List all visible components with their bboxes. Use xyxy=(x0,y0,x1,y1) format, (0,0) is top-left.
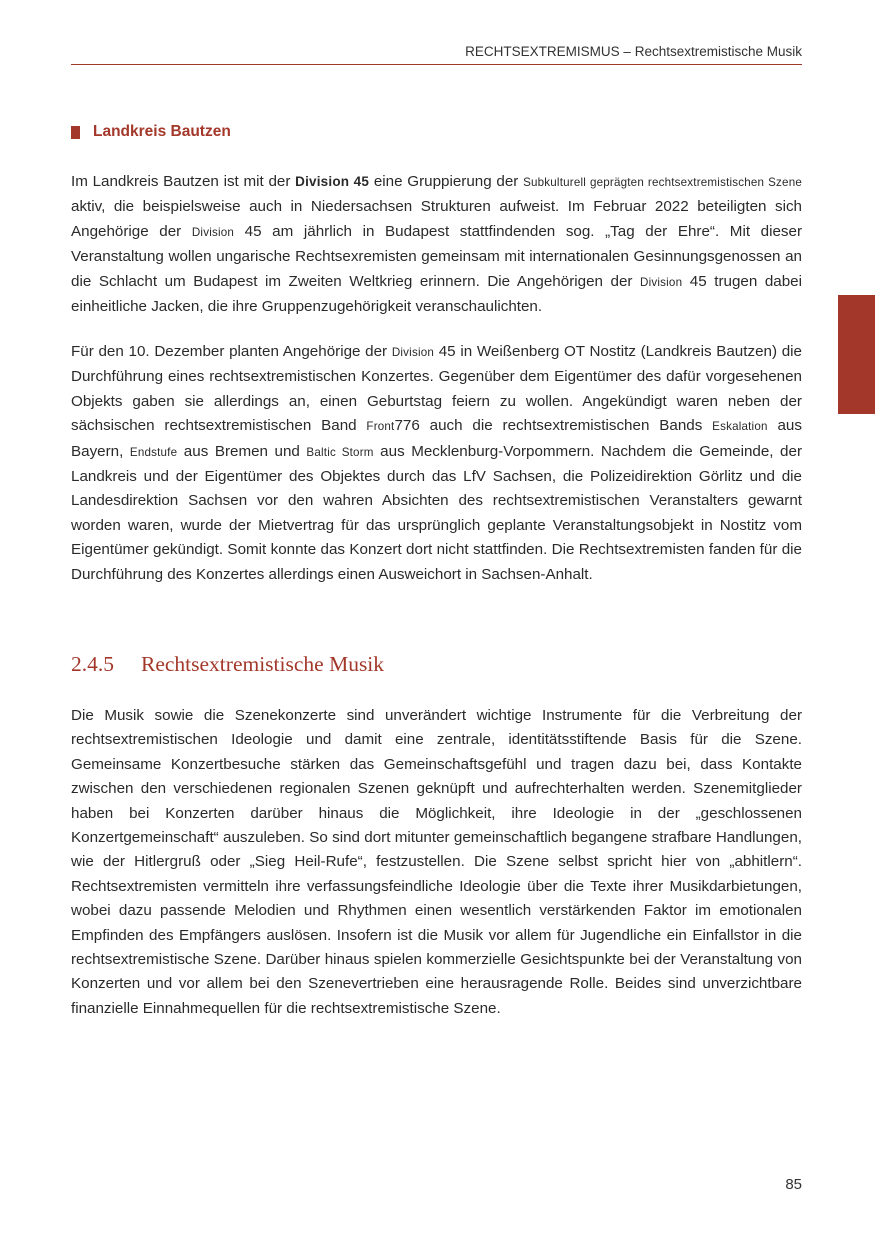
section-number: 2.4.5 xyxy=(71,652,114,676)
smallcaps-term: Endstufe xyxy=(129,445,178,459)
text-run: 776 auch die rechtsextremistischen Bands xyxy=(394,417,713,435)
heading-marker-square xyxy=(71,126,80,139)
section-title: Rechtsextremistische Musik xyxy=(141,652,385,676)
chapter-thumb-tab xyxy=(838,295,875,414)
paragraph-division45 xyxy=(71,170,802,319)
text-run: aus Bremen und xyxy=(177,442,307,460)
smallcaps-term: Eskalation xyxy=(712,420,768,434)
text-run: 45 in Weißenberg OT Nostitz (Landkreis Bautzen) die Durchführung eines rechtsextremistischen Konzertes. Gegenüber dem Eigentümer des dafür vorgesehenen Objekts gaben sie allerdings an, einen Geburtstag feiern zu wollen. Angekündigt waren neben der sächsischen rechtsextremistischen Band xyxy=(71,343,802,435)
smallcaps-term: Subkulturell geprägten rechtsextremistischen Szene xyxy=(523,176,802,189)
smallcaps-term: Baltic Storm xyxy=(306,445,374,459)
paragraph-concert-nostitz xyxy=(71,340,802,587)
section-heading xyxy=(71,652,802,677)
paragraph-music: Die Musik sowie die Szenekonzerte sind unverändert wichtige Instrumente für die Verbreitung der rechtsextremistischen Ideologie und damit eine zentrale, identitätsstiftende Basis für die Szene. Gemeinsame Konzertbesuche stärken das Gemeinschaftsgefühl und tragen dazu bei, dass Kontakte zwischen den verschiedenen regionalen Szenen geknüpft und aufrechterhalten werden. Szenemitglieder haben bei Konzerten darüber hinaus die Möglichkeit, ihre Ideologie in der „geschlossenen Konzertgemeinschaft“ auszuleben. So sind dort mitunter gemeinschaftlich begangene strafbare Handlungen, wie der Hitlergruß oder „Sieg Heil-Rufe“, festzustellen. Die Szene selbst spricht hier von „abhitlern“. Rechtsextremisten vermitteln ihre verfassungsfeindliche Ideologie über die Texte ihrer Musikdarbietungen, wobei dazu passende Melodien und Rhythmen einen wesentlich verstärkenden Faktor im emotionalen Empfinden des Empfängers auslösen. Insofern ist die Musik vor allem für Jugendliche ein Einfallstor in die rechtsextremistische Szene. Darüber hinaus spielen kommerzielle Gesichtspunkte bei der Veranstaltung von Konzerten und vor allem bei den Szenevertrieben eine herausragende Rolle. Beides sind unverzichtbare finanzielle Einnahmequellen für die rechtsextremistische Szene. xyxy=(71,707,802,1017)
smallcaps-term: Division xyxy=(640,275,683,289)
smallcaps-term: Division xyxy=(191,225,235,239)
subsection-heading xyxy=(71,121,231,143)
header-rule xyxy=(71,64,802,65)
text-run: 45 am jährlich in Budapest stattfindenden sog. „Tag der Ehre“. Mit dieser Veranstaltung wollen ungarische Rechtsexremisten gemeinsam mit internationalen Gesinnungsgenossen an die Schlacht um Budapest im Zweiten Weltkrieg erinnern. Die Angehörigen der xyxy=(71,222,803,290)
text-run: aus Mecklenburg-Vorpommern. Nachdem die Gemeinde, der Landkreis und der Eigentümer des Objektes durch das LfV Sachsen, die Polizeidirektion Görlitz und die Landesdirektion Sachsen vor den wahren Absichten des rechtsextremistischen Veranstalters gewarnt worden waren, wurde der Mietvertrag für das ursprünglich geplante Veranstaltungsobjekt in Nostitz vom Eigentümer gekündigt. Somit konnte das Konzert dort nicht stattfinden. Die Rechtsextremisten fanden für die Durchführung des Konzertes allerdings einen Ausweichort in Sachsen-Anhalt. xyxy=(71,442,803,583)
subsection-title: Landkreis Bautzen xyxy=(93,123,231,140)
smallcaps-term: Front xyxy=(366,420,395,434)
text-run: aktiv, die beispielsweise auch in Niedersachsen Strukturen aufweist. Im Februar 2022 beteiligten sich Angehörige der xyxy=(71,198,802,240)
text-run: Für den 10. Dezember planten Angehörige der xyxy=(71,343,392,360)
text-run: eine Gruppierung der xyxy=(369,173,524,190)
running-header: RECHTSEXTREMISMUS – Rechtsextremistische Musik xyxy=(465,44,802,59)
text-run: Im Landkreis Bautzen ist mit der xyxy=(71,173,296,190)
group-name-bold: Division 45 xyxy=(295,174,370,189)
page-number: 85 xyxy=(785,1176,802,1193)
text-run: aus Bayern, xyxy=(71,417,802,460)
text-run: 45 trugen dabei einheitliche Jacken, die ihre Gruppenzugehörigkeit veranschaulichten. xyxy=(71,272,802,316)
smallcaps-term: Division xyxy=(391,346,435,359)
